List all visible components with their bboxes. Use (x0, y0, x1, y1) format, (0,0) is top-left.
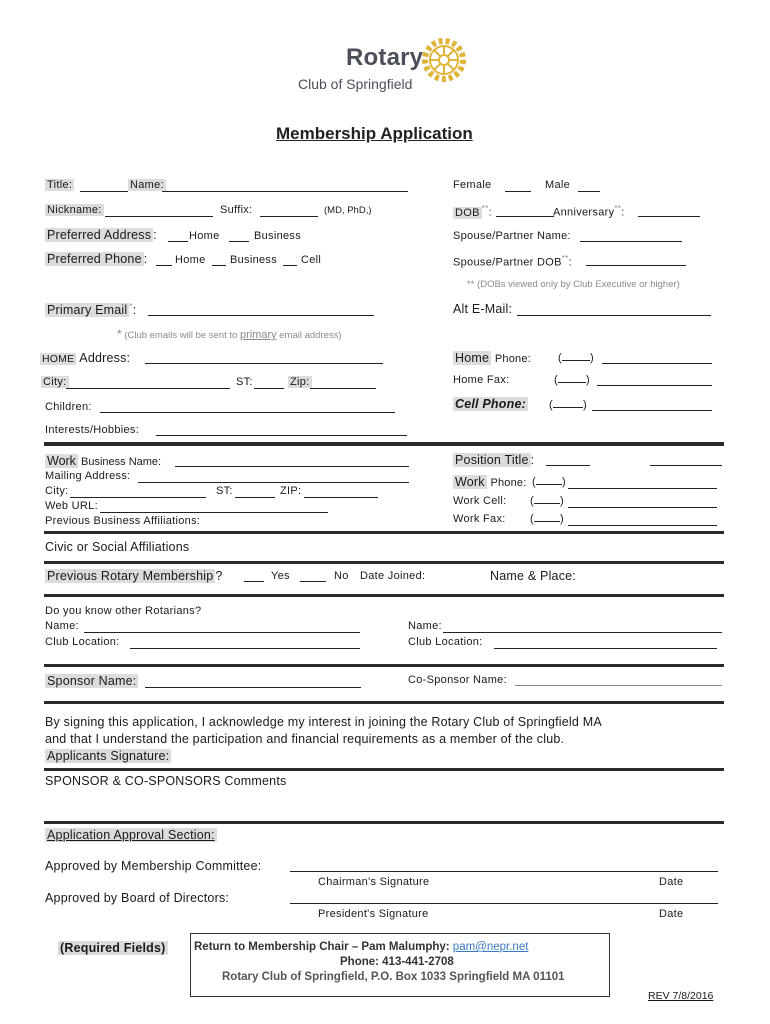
home-st-field[interactable] (254, 388, 284, 389)
section-divider (44, 701, 724, 704)
male-field[interactable] (578, 191, 600, 192)
suffix-field[interactable] (260, 216, 318, 217)
home-phone-label: Home Phone: (455, 351, 531, 365)
return-line-1: Return to Membership Chair – Pam Malumphy: pam@nepr.net (194, 941, 529, 953)
sponsor-name-field[interactable] (145, 687, 361, 688)
home-st-label: ST: (236, 376, 253, 388)
nickname-field[interactable] (105, 216, 213, 217)
spouse-name-label: Spouse/Partner Name: (453, 230, 571, 242)
pref-phone-home-field[interactable] (156, 265, 172, 266)
pref-phone-home-label: Home (175, 254, 206, 266)
anniversary-field[interactable] (638, 216, 700, 217)
rotarian1-club-label: Club Location: (45, 636, 120, 648)
work-phone-label: Work Phone: (455, 475, 527, 489)
mailing-address-label: Mailing Address: (45, 470, 131, 482)
alt-email-label: Alt E-Mail: (453, 302, 513, 316)
name-place-label: Name & Place: (490, 569, 576, 583)
pref-addr-business-field[interactable] (229, 241, 249, 242)
business-name-label: Work Business Name: (47, 454, 162, 468)
female-label: Female (453, 179, 492, 191)
preferred-phone-label: Preferred Phone : (47, 252, 148, 266)
spouse-dob-field[interactable] (586, 265, 686, 266)
sponsor-name-label: Sponsor Name: (47, 674, 137, 688)
pref-addr-home-label: Home (189, 230, 220, 242)
committee-approval-label: Approved by Membership Committee: (45, 859, 262, 873)
work-st-label: ST: (216, 485, 233, 497)
position-title-field-2[interactable] (650, 465, 722, 466)
ack-line-1: By signing this application, I acknowledge my interest in joining the Rotary Club of Springfield MA (45, 715, 602, 729)
anniversary-label: Anniversary**: (553, 204, 625, 219)
home-fax-label: Home Fax: (453, 374, 510, 386)
preferred-address-label: Preferred Address : (47, 228, 157, 242)
board-approval-label: Approved by Board of Directors: (45, 891, 230, 905)
home-address-label: HOME Address: (42, 351, 131, 365)
rotarian2-name-label: Name: (408, 620, 442, 632)
nickname-label: Nickname: (47, 204, 102, 216)
committee-signature-field[interactable] (290, 871, 718, 872)
work-zip-field[interactable] (304, 497, 378, 498)
pref-phone-business-field[interactable] (212, 265, 226, 266)
home-address-field[interactable] (145, 363, 383, 364)
work-phone-area[interactable]: ( ) (532, 476, 566, 488)
children-field[interactable] (100, 412, 395, 413)
section-divider (44, 664, 724, 667)
sponsor-comments-label: SPONSOR & CO-SPONSORS Comments (45, 774, 287, 788)
page-title: Membership Application (276, 124, 473, 143)
home-zip-field[interactable] (310, 388, 376, 389)
email-note: * (Club emails will be sent to primary email address) (117, 327, 342, 341)
interests-label: Interests/Hobbies: (45, 424, 140, 436)
work-zip-label: ZIP: (280, 485, 302, 497)
rotarian2-name-field[interactable] (443, 632, 722, 633)
alt-email-field[interactable] (517, 315, 711, 316)
title-field[interactable] (80, 191, 128, 192)
position-title-label: Position Title : (455, 453, 535, 467)
rotarian1-club-field[interactable] (130, 648, 360, 649)
web-url-field[interactable] (100, 512, 328, 513)
home-phone-field[interactable] (602, 363, 712, 364)
cell-phone-field[interactable] (592, 410, 712, 411)
primary-email-field[interactable] (148, 315, 374, 316)
prev-yes-field[interactable] (244, 581, 264, 582)
work-cell-area[interactable]: ( ) (530, 495, 564, 507)
home-fax-area[interactable]: ( ) (554, 374, 590, 386)
prev-no-field[interactable] (300, 581, 326, 582)
dob-label: DOB **: (455, 204, 492, 219)
prev-affiliations-label: Previous Business Affiliations: (45, 515, 201, 527)
dob-field[interactable] (496, 216, 554, 217)
children-label: Children: (45, 401, 92, 413)
work-city-field[interactable] (70, 497, 206, 498)
board-signature-field[interactable] (290, 903, 718, 904)
section-divider (44, 561, 724, 564)
prev-yes-label: Yes (271, 570, 290, 582)
chairman-signature-caption: Chairman's Signature (318, 876, 430, 888)
title-label: Title: (47, 179, 73, 191)
male-label: Male (545, 179, 571, 191)
web-url-label: Web URL: (45, 500, 98, 512)
home-fax-field[interactable] (597, 385, 712, 386)
work-st-field[interactable] (235, 497, 275, 498)
date-joined-label: Date Joined: (360, 570, 426, 582)
suffix-hint: (MD, PhD,) (324, 205, 372, 216)
prev-no-label: No (334, 570, 349, 582)
return-phone: Phone: 413-441-2708 (340, 956, 454, 968)
section-divider (44, 768, 724, 771)
business-name-field[interactable] (175, 466, 409, 467)
suffix-label: Suffix: (220, 204, 253, 216)
cell-phone-label: Cell Phone: (455, 397, 526, 411)
required-fields-note: (Required Fields) (60, 941, 166, 955)
pref-phone-cell-label: Cell (301, 254, 322, 266)
president-signature-caption: President's Signature (318, 908, 429, 920)
return-address: Rotary Club of Springfield, P.O. Box 1033 Springfield MA 01101 (222, 971, 565, 983)
chairman-date-caption: Date (659, 876, 684, 888)
rotarian2-club-field[interactable] (494, 648, 717, 649)
ack-line-2: and that I understand the participation and financial requirements as a member of the club. (45, 732, 565, 746)
home-zip-label: Zip: (290, 376, 310, 388)
section-divider (44, 594, 724, 597)
name-field[interactable] (162, 191, 408, 192)
home-phone-area[interactable]: ( ) (558, 352, 594, 364)
rotary-wheel-icon (421, 37, 467, 83)
section-divider (44, 531, 724, 534)
home-city-field[interactable] (66, 388, 230, 389)
spouse-dob-label: Spouse/Partner DOB**: (453, 254, 572, 269)
president-date-caption: Date (659, 908, 684, 920)
work-phone-field[interactable] (568, 488, 717, 489)
logo-club-text: Club of Springfield (298, 76, 413, 92)
mailing-address-field[interactable] (138, 482, 409, 483)
approval-section-title: Application Approval Section: (47, 828, 215, 842)
pref-addr-home-field[interactable] (168, 241, 188, 242)
applicant-signature-label: Applicants Signature: (47, 749, 170, 763)
name-label: Name: (130, 179, 164, 191)
position-title-field-1[interactable] (546, 465, 590, 466)
co-sponsor-name-field[interactable] (515, 685, 722, 686)
rotarian2-club-label: Club Location: (408, 636, 483, 648)
work-fax-field[interactable] (568, 525, 717, 526)
work-fax-label: Work Fax: (453, 513, 506, 525)
home-city-label: City: (43, 376, 67, 388)
revision-date: REV 7/8/2016 (648, 990, 714, 1002)
section-divider (44, 821, 724, 824)
rotarian1-name-field[interactable] (84, 632, 360, 633)
interests-field[interactable] (156, 435, 407, 436)
pref-addr-business-label: Business (254, 230, 302, 242)
previous-rotary-label: Previous Rotary Membership ? (47, 569, 223, 583)
know-rotarians-label: Do you know other Rotarians? (45, 605, 202, 617)
co-sponsor-name-label: Co-Sponsor Name: (408, 674, 507, 686)
logo-rotary-text: Rotary (346, 44, 424, 71)
section-divider (44, 442, 724, 446)
pref-phone-cell-field[interactable] (283, 265, 297, 266)
work-cell-label: Work Cell: (453, 495, 507, 507)
female-field[interactable] (505, 191, 531, 192)
civic-affiliations-label: Civic or Social Affiliations (45, 540, 190, 554)
rotarian1-name-label: Name: (45, 620, 79, 632)
membership-email-link[interactable]: pam@nepr.net (452, 941, 529, 953)
work-fax-area[interactable]: ( ) (530, 513, 564, 525)
cell-phone-area[interactable]: ( ) (549, 399, 587, 411)
work-cell-field[interactable] (568, 507, 717, 508)
spouse-name-field[interactable] (580, 241, 682, 242)
primary-email-label: Primary Email *: (47, 302, 137, 318)
work-city-label: City: (45, 485, 69, 497)
pref-phone-business-label: Business (230, 254, 278, 266)
dob-note: ** (DOBs viewed only by Club Executive or higher) (467, 279, 680, 290)
